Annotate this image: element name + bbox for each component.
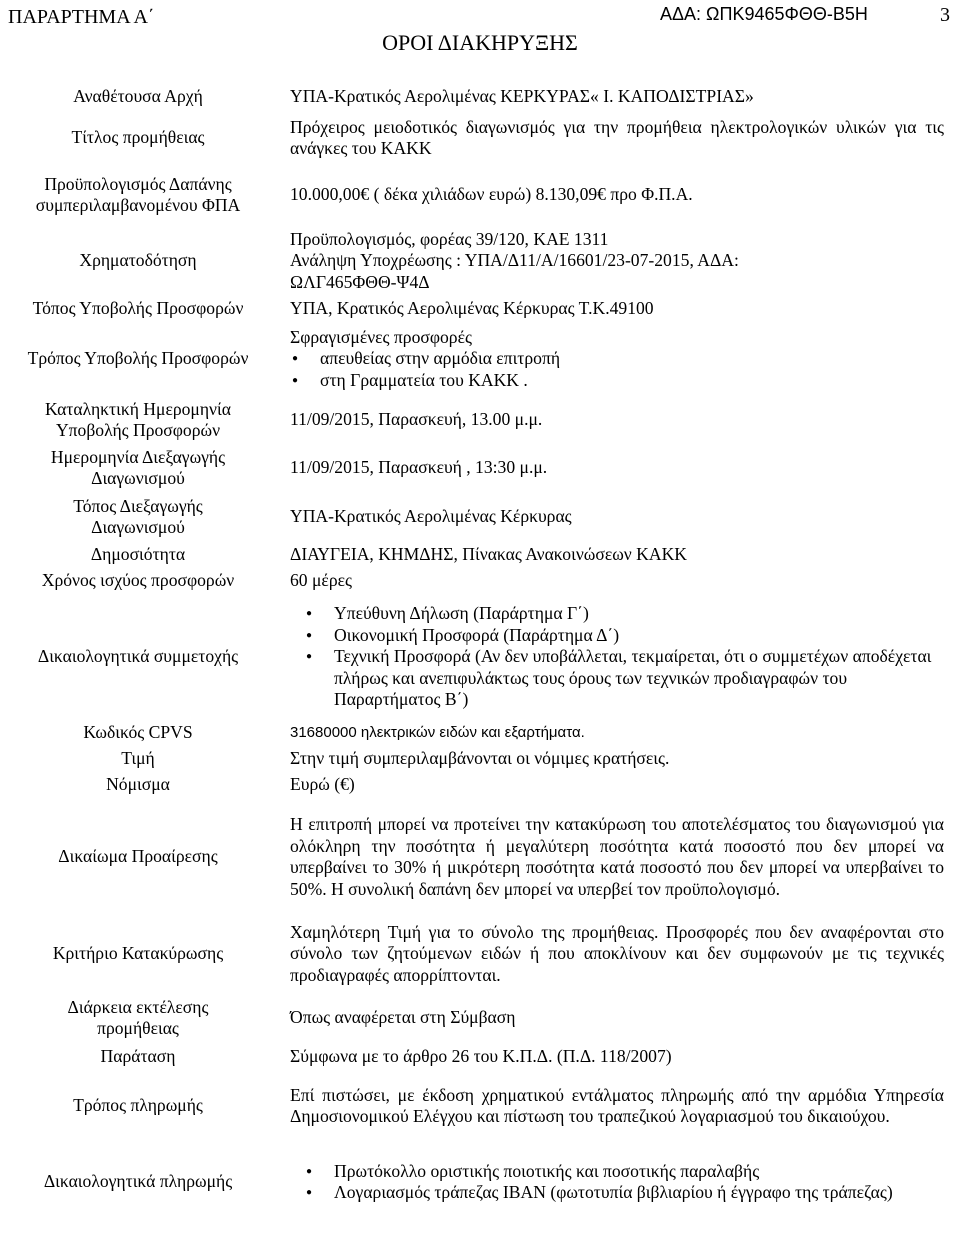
row-award xyxy=(0,916,950,992)
value-line: Ανάληψη Υποχρέωσης : ΥΠΑ/Δ11/Α/16601/23-07-2015, ΑΔΑ: xyxy=(290,250,739,271)
row-submission-place xyxy=(0,296,950,322)
row-payment-docs xyxy=(0,1142,950,1222)
value: 60 μέρες xyxy=(290,570,352,591)
label: Δημοσιότητα xyxy=(90,544,186,565)
annex-label: ΠΑΡΑΡΤΗΜΑ Α΄ xyxy=(8,6,155,28)
row-tender-place xyxy=(0,492,950,542)
row-deadline xyxy=(0,396,950,444)
label: Κωδικός CPVS xyxy=(83,722,193,743)
list-item: ● Τεχνική Προσφορά (Αν δεν υποβάλλεται, τεκμαίρεται, ότι ο συμμετέχων αποδέχεται πλήρως και ανεπιφυλάκτως τους όρους των τεχνικών προδιαγραφών του Παραρτήματος Β΄) xyxy=(334,646,944,711)
label: Τιμή xyxy=(121,748,155,769)
label-line: Ημερομηνία Διεξαγωγής xyxy=(50,446,226,467)
value: 11/09/2015, Παρασκευή, 13.00 μ.μ. xyxy=(290,409,543,430)
value-line: Προϋπολογισμός, φορέας 39/120, ΚΑΕ 1311 xyxy=(290,228,609,249)
list-item: ● Υπεύθυνη Δήλωση (Παράρτημα Γ΄) xyxy=(334,603,944,625)
value xyxy=(276,322,950,396)
ada-code: ΑΔΑ: ΩΠΚ9465ΦΘΘ-Β5Η xyxy=(660,4,868,24)
value: Επί πιστώσει, με έκδοση χρηματικού εντάλματος πληρωμής από την αρμόδια Υπηρεσία Δημοσιονομικού Ελέγχου και πίστωση του τραπεζικού λογαριασμού του δικαιούχου. xyxy=(290,1084,944,1126)
row-currency xyxy=(0,772,950,798)
row-title xyxy=(0,112,950,164)
list-item: ● Λογαριασμός τράπεζας IBAN (φωτοτυπία βιβλιαρίου ή έγγραφο της τράπεζας) xyxy=(334,1182,944,1204)
value: Ευρώ (€) xyxy=(290,774,355,795)
label: Κριτήριο Κατακύρωσης xyxy=(52,943,224,964)
value: Η επιτροπή μπορεί να προτείνει την κατακύρωση του αποτελέσματος του διαγωνισμού για ολόκληρη την ποσότητα ή μεγαλύτερη ποσότητα κατά ποσοστό που δεν μπορεί να υπερβαίνει το 30% ή μικρότερη ποσότητα κατά ποσοστό που δεν μπορεί να υπερβαίνει το 50%. Η συνολική δαπάνη δεν μπορεί να υπερβεί τον προϋπολογισμό. xyxy=(290,814,944,899)
value: Όπως αναφέρεται στη Σύμβαση xyxy=(290,1007,516,1028)
value-line: ΩΛΓ465ΦΘΘ-Ψ4Δ xyxy=(290,271,430,292)
row-cpv xyxy=(0,720,950,746)
label: Τρόπος πληρωμής xyxy=(73,1095,203,1116)
row-funding xyxy=(0,226,950,296)
row-documents xyxy=(0,594,950,720)
value: Πρόχειρος μειοδοτικός διαγωνισμός για την προμήθεια ηλεκτρολογικών υλικών για τις ανάγκες του ΚΑΚΚ xyxy=(290,116,944,158)
row-payment-method xyxy=(0,1070,950,1142)
value: 11/09/2015, Παρασκευή , 13:30 μ.μ. xyxy=(290,457,548,478)
value xyxy=(276,1142,950,1222)
label: Τόπος Υποβολής Προσφορών xyxy=(32,298,244,319)
label-line: Διάρκεια εκτέλεσης xyxy=(67,996,209,1017)
label: Δικαίωμα Προαίρεσης xyxy=(58,846,218,867)
value: ΥΠΑ-Κρατικός Αερολιμένας Κέρκυρας xyxy=(290,506,572,527)
label-line: Υποβολής Προσφορών xyxy=(55,420,221,440)
page-number: 3 xyxy=(940,4,950,26)
label xyxy=(0,396,276,444)
row-budget xyxy=(0,164,950,226)
row-authority xyxy=(0,82,950,112)
label-line: Διαγωνισμού xyxy=(91,517,185,537)
row-validity xyxy=(0,568,950,594)
label-line: προμήθειας xyxy=(97,1018,179,1038)
label: Δικαιολογητικά πληρωμής xyxy=(43,1171,233,1192)
list-item: ● Οικονομική Προσφορά (Παράρτημα Δ΄) xyxy=(334,625,944,647)
document-title: ΟΡΟΙ ΔΙΑΚΗΡΥΞΗΣ xyxy=(382,30,578,55)
value: Σύμφωνα με το άρθρο 26 του Κ.Π.Δ. (Π.Δ. 118/2007) xyxy=(290,1046,672,1067)
label: Χρόνος ισχύος προσφορών xyxy=(41,570,235,591)
terms-table xyxy=(0,82,950,1222)
label-line: συμπεριλαμβανομένου ΦΠΑ xyxy=(35,195,241,215)
row-price xyxy=(0,746,950,772)
row-publicity xyxy=(0,542,950,568)
label-line: Καταληκτική Ημερομηνία xyxy=(45,398,231,419)
label-line: Τόπος Διεξαγωγής xyxy=(73,495,203,516)
bullet-list xyxy=(290,1161,944,1204)
value: 31680000 ηλεκτρικών ειδών και εξαρτήματα. xyxy=(290,724,585,742)
value: Χαμηλότερη Τιμή για το σύνολο της προμήθειας. Προσφορές που δεν αναφέρονται στο σύνολο των ζητούμενων ειδών ή που αποκλίνουν και δεν συμφωνούν με τις τεχνικές προδιαγραφές απορρίπτονται. xyxy=(290,921,944,985)
label: Τρόπος Υποβολής Προσφορών xyxy=(27,348,249,369)
row-submission-method xyxy=(0,322,950,396)
value: ΥΠΑ-Κρατικός Αερολιμένας ΚΕΡΚΥΡΑΣ« Ι. ΚΑΠΟΔΙΣΤΡΙΑΣ» xyxy=(290,86,754,107)
label: Τίτλος προμήθειας xyxy=(71,127,205,148)
label: Αναθέτουσα Αρχή xyxy=(73,86,203,107)
bullet-list xyxy=(290,348,944,391)
label: Νόμισμα xyxy=(106,774,170,795)
label-line: Προϋπολογισμός Δαπάνης xyxy=(44,173,232,194)
value xyxy=(276,594,950,720)
value: ΥΠΑ, Κρατικός Αερολιμένας Κέρκυρας Τ.Κ.49100 xyxy=(290,298,654,319)
value: 10.000,00€ ( δέκα χιλιάδων ευρώ) 8.130,09€ προ Φ.Π.Α. xyxy=(290,184,693,205)
list-item: ● στη Γραμματεία του ΚΑΚΚ . xyxy=(320,370,944,392)
value xyxy=(276,226,950,296)
label xyxy=(0,444,276,492)
list-item: ● Πρωτόκολλο οριστικής ποιοτικής και ποσοτικής παραλαβής xyxy=(334,1161,944,1183)
list-item: ● απευθείας στην αρμόδια επιτροπή xyxy=(320,348,944,370)
label xyxy=(0,992,276,1044)
value: ΔΙΑΥΓΕΙΑ, ΚΗΜΔΗΣ, Πίνακας Ανακοινώσεων ΚΑΚΚ xyxy=(290,544,687,565)
label xyxy=(0,164,276,226)
row-duration xyxy=(0,992,950,1044)
label: Δικαιολογητικά συμμετοχής xyxy=(37,646,239,667)
row-option xyxy=(0,798,950,916)
label: Παράταση xyxy=(100,1046,176,1067)
label xyxy=(0,492,276,542)
value-intro: Σφραγισμένες προσφορές xyxy=(290,326,472,347)
row-extension xyxy=(0,1044,950,1070)
bullet-list xyxy=(290,603,944,711)
value: Στην τιμή συμπεριλαμβάνονται οι νόμιμες κρατήσεις. xyxy=(290,748,670,769)
label-line: Διαγωνισμού xyxy=(91,468,185,488)
label: Χρηματοδότηση xyxy=(79,250,197,271)
row-tender-date xyxy=(0,444,950,492)
